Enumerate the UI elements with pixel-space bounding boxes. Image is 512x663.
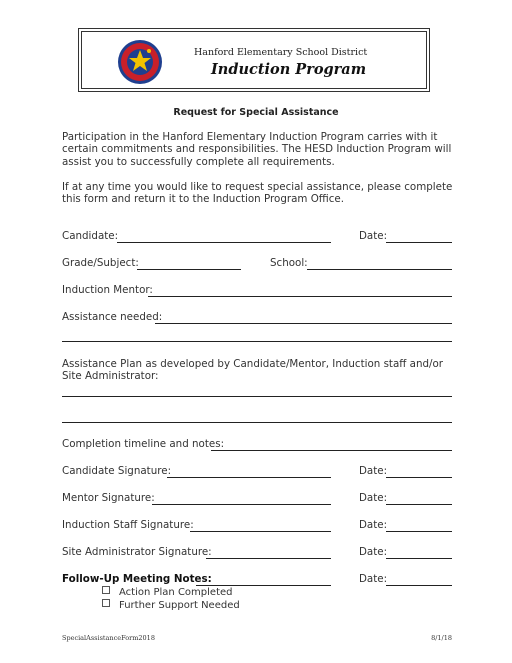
date-field[interactable]	[386, 477, 452, 478]
instructions-paragraph: If at any time you would like to request special assistance, please complete this form and return it to the Induction Program Office.	[62, 181, 453, 206]
completion-timeline-field[interactable]	[211, 450, 452, 451]
mentor-signature-label: Mentor Signature:	[62, 492, 155, 504]
date-label: Date:	[359, 573, 388, 585]
assistance-plan-label: Assistance Plan as developed by Candidate/Mentor, Induction staff and/or Site Administrator:	[62, 358, 444, 383]
followup-notes-label: Follow-Up Meeting Notes:	[62, 573, 212, 585]
school-field[interactable]	[307, 269, 452, 270]
candidate-signature-row	[62, 465, 452, 479]
assistance-needed-label: Assistance needed:	[62, 311, 163, 323]
checkbox-icon[interactable]	[102, 599, 110, 607]
footer-form-id: SpecialAssistanceForm2018	[62, 634, 155, 642]
date-field[interactable]	[386, 242, 452, 243]
date-label: Date:	[359, 519, 388, 531]
grade-subject-label: Grade/Subject:	[62, 257, 139, 269]
district-name: Hanford Elementary School District	[194, 47, 368, 58]
checkbox-label: Action Plan Completed	[119, 587, 233, 598]
program-name: Induction Program	[211, 61, 367, 78]
form-title: Request for Special Assistance	[173, 107, 339, 118]
candidate-label: Candidate:	[62, 230, 119, 242]
candidate-field[interactable]	[117, 242, 331, 243]
checkbox-icon[interactable]	[102, 586, 110, 594]
admin-signature-row	[62, 546, 452, 560]
date-field[interactable]	[386, 531, 452, 532]
assistance-needed-line-2[interactable]	[62, 341, 452, 342]
grade-subject-field[interactable]	[137, 269, 241, 270]
candidate-row	[62, 230, 452, 244]
date-label: Date:	[359, 230, 388, 242]
header-box	[78, 28, 430, 92]
checkbox-item[interactable]	[102, 599, 240, 611]
site-admin-signature-field[interactable]	[206, 558, 331, 559]
checkbox-label: Further Support Needed	[119, 600, 240, 611]
date-label: Date:	[359, 546, 388, 558]
staff-signature-row	[62, 519, 452, 533]
checkbox-item[interactable]	[102, 586, 233, 598]
mentor-signature-row	[62, 492, 452, 506]
grade-school-row	[62, 257, 452, 271]
induction-mentor-label: Induction Mentor:	[62, 284, 153, 296]
date-field[interactable]	[386, 504, 452, 505]
induction-staff-signature-label: Induction Staff Signature:	[62, 519, 194, 531]
induction-mentor-field[interactable]	[148, 296, 452, 297]
school-label: School:	[270, 257, 308, 269]
assistance-needed-field[interactable]	[155, 323, 452, 324]
mentor-row	[62, 284, 452, 298]
date-label: Date:	[359, 465, 388, 477]
assistance-plan-line-1[interactable]	[62, 396, 452, 397]
date-label: Date:	[359, 492, 388, 504]
completion-timeline-label: Completion timeline and notes:	[62, 438, 225, 450]
assistance-plan-line-2[interactable]	[62, 422, 452, 423]
date-field[interactable]	[386, 558, 452, 559]
intro-paragraph: Participation in the Hanford Elementary Induction Program carries with it certain commitments and responsibilities. The HESD Induction Program will assist you to successfully complete all requirements.	[62, 131, 452, 168]
induction-staff-signature-field[interactable]	[190, 531, 331, 532]
footer-date: 8/1/18	[431, 634, 452, 642]
date-field[interactable]	[386, 585, 452, 586]
site-admin-signature-label: Site Administrator Signature:	[62, 546, 212, 558]
assistance-row	[62, 311, 452, 325]
candidate-signature-label: Candidate Signature:	[62, 465, 172, 477]
followup-row	[62, 573, 452, 587]
mentor-signature-field[interactable]	[152, 504, 331, 505]
completion-row	[62, 438, 452, 452]
candidate-signature-field[interactable]	[167, 477, 331, 478]
